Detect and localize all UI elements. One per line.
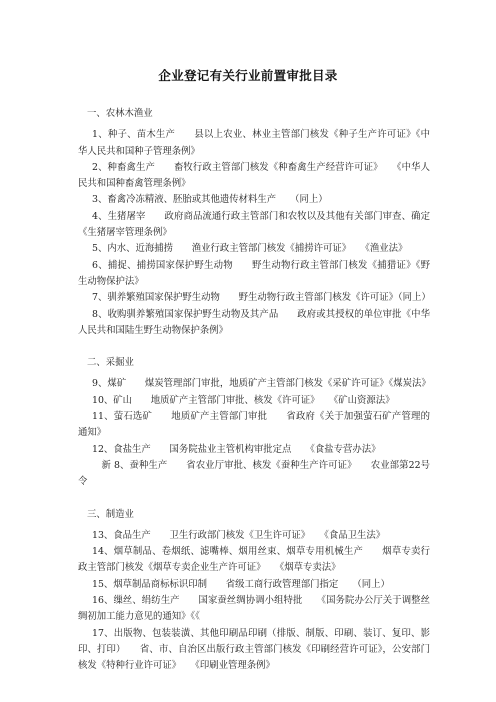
list-item: 新 8、蚕种生产 省农业厅审批、核发《蚕种生产许可证》 农业部第22号令: [78, 459, 430, 488]
list-item: 8、收购驯养繁殖国家保护野生动物及其产品 政府或其授权的单位审批《中华人民共和国陆生野生动物保护条例》: [78, 308, 430, 336]
section-heading-mining: 二、采掘业: [87, 357, 134, 369]
list-item: 9、煤矿 煤炭管理部门审批，地质矿产主管部门核发《采矿许可证》《煤炭法》: [92, 378, 431, 390]
list-item: 6、捕捉、捕捞国家保护野生动物 野生动物行政主管部门核发《捕猎证》《野生动物保护法》: [78, 259, 430, 287]
document-title: 企业登记有关行业前置审批目录: [158, 68, 338, 83]
list-item: 4、生猪屠宰 政府商品流通行政主管部门和农牧以及其他有关部门审查、确定 《生猪屠宰管理条例》: [78, 210, 440, 239]
list-item: 5、内水、近海捕捞 渔业行政主管部门核发《捕捞许可证》 《渔业法》: [92, 243, 408, 255]
list-item: 11、萤石选矿 地质矿产主管部门审批 省政府《关于加强萤石矿产管理的通知》: [78, 411, 430, 439]
document-body: [78, 106, 440, 675]
section-heading-manufacturing: 三、制造业: [87, 508, 134, 520]
list-item: 15、烟草制品商标标识印制 省级工商行政管理部门指定 （同上）: [92, 578, 390, 590]
list-item: 3、畜禽冷冻精液、胚胎或其他遗传材料生产 （同上）: [92, 194, 328, 206]
section-heading-agriculture: 一、农林木渔业: [87, 108, 153, 119]
list-item: 1、种子、苗木生产 县以上农业、林业主管部门核发《种子生产许可证》《中华人民共和国种子管理条例》: [78, 129, 430, 157]
list-item: 7、驯养繁殖国家保护野生动物 野生动物行政主管部门核发《许可证》（同上）: [92, 292, 431, 304]
list-item: 2、种畜禽生产 畜牧行政主管部门核发《种畜禽生产经营许可证》 《中华人民共和国种畜禽管理条例》: [78, 161, 430, 190]
list-item: 13、食品生产 卫生行政部门核发《卫生许可证》 《食品卫生法》: [92, 529, 386, 541]
list-item: 12、食盐生产 国务院盐业主管机构审批定点 《食盐专营办法》: [92, 443, 381, 455]
list-item: 10、矿山 地质矿产主管部门审批、核发《许可证》 《矿山资源法》: [92, 394, 395, 406]
list-item: 16、缫丝、绢纺生产 国家蚕丝绸协调小组特批 《国务院办公厅关于调整丝绸初加工能力意见的通知》《《: [78, 595, 430, 623]
list-item: 14、烟草制品、卷烟纸、滤嘴棒、烟用丝束、烟草专用机械生产 烟草专卖行政主管部门核发《烟草专卖企业生产许可证》 《烟草专卖法》: [78, 546, 430, 574]
list-item: 17、出版物、包装装潢、其他印刷品印刷（排版、制版、印刷、装订、复印、影印、打印） 省、市、自治区出版行政主管部门核发《印刷经营许可证》，公安部门核发《特种行业许可证》 《印刷业管理条例》: [78, 627, 430, 672]
